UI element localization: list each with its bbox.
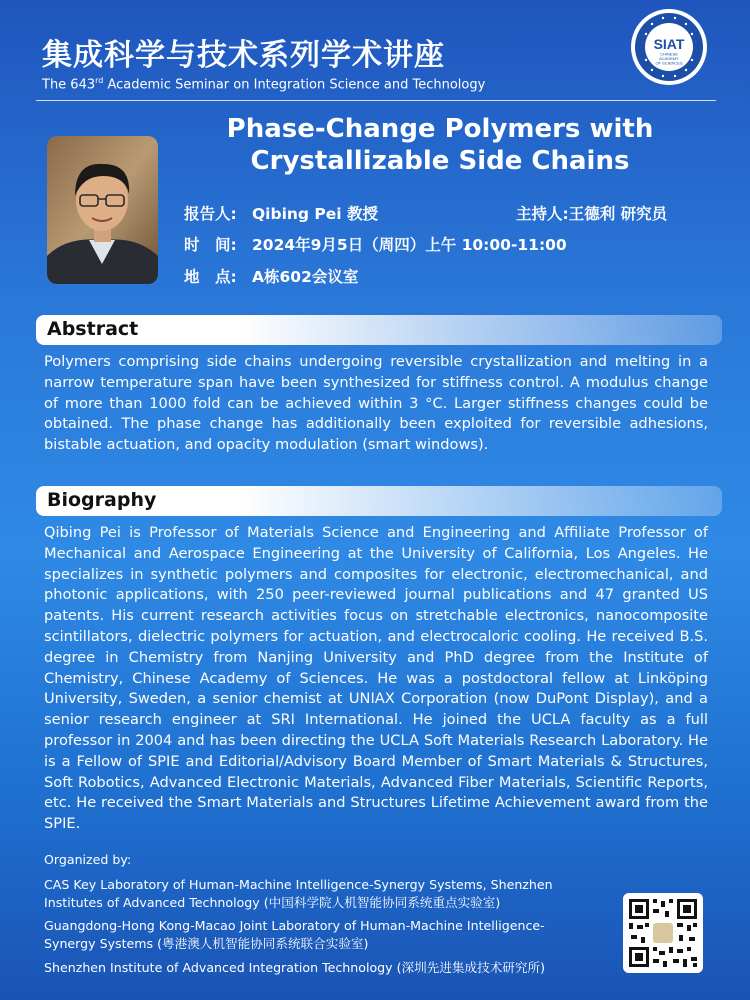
- organizer-1: [44, 876, 604, 912]
- logo-sub-2: ACADEMY: [659, 56, 679, 61]
- time-row: [184, 233, 567, 255]
- qr-code-icon[interactable]: [623, 893, 703, 973]
- abstract-heading: Abstract: [47, 318, 139, 340]
- abstract-text: Polymers comprising side chains undergoing reversible crystallization and melting in a narrow temperature span have been synthesized for stiffness control. A modulus change of more than 1000 fold can be achieved within 3 °C. Larger stiffness changes could be obtained. The phase change has additionally been exploited for reversible adhesions, bistable actuation, and opacity modulation (smart windows).: [44, 353, 708, 454]
- abstract-heading-bar: [36, 315, 722, 345]
- organizer-3: Shenzhen Institute of Advanced Integration Technology (深圳先进集成技术研究所): [44, 960, 545, 975]
- host-row: [516, 202, 667, 224]
- talk-title-line1: Phase-Change Polymers with: [226, 114, 654, 144]
- biography-heading: Biography: [47, 489, 157, 511]
- logo-text: SIAT: [653, 36, 685, 52]
- logo-sub-3: OF SCIENCES: [655, 60, 683, 66]
- place-value: A栋602会议室: [252, 268, 359, 286]
- place-label: 地 点:: [184, 268, 237, 286]
- header-divider: [36, 100, 716, 101]
- talk-title-line2: Crystallizable Side Chains: [250, 146, 630, 176]
- host-label: 主持人:: [516, 205, 569, 223]
- speaker-name: Qibing Pei 教授: [252, 205, 379, 223]
- time-value: 2024年9月5日（周四）上午 10:00-11:00: [252, 236, 567, 254]
- biography-text: Qibing Pei is Professor of Materials Science and Engineering and Affiliate Professor of Mechanical and Aerospace Engineering at the University of California, Los Angeles. He specializes in synthetic polymers and composites for electronic, electromechanical, and photonic applications, with 250 peer-reviewed journal publications and 47 granted US patents. His current research activities focus on stretchable electronics, nanocomposite scintillators, dielectric polymers for actuation, and electrocaloric cooling. He received B.S. degree in Chemistry from Nanjing University and PhD degree from the Institute of Chemistry, Chinese Academy of Sciences. He was a postdoctoral fellow at Linköping University, Sweden, a senior chemist at UNIAX Corporation (now DuPont Display), and a senior research engineer at SRI International. He joined the UCLA faculty as a full professor in 2004 and has been directing the UCLA Soft Materials Research Laboratory. He is a Fellow of SPIE and Editorial/Advisory Board Member of Smart Materials & Structures, Soft Robotics, Advanced Electronic Materials, Advanced Fiber Materials, Scientific Reports, etc. He received the Smart Materials and Structures Lifetime Achievement award from the SPIE.: [44, 524, 708, 833]
- series-ordinal: rd: [95, 76, 104, 85]
- place-row: [184, 265, 358, 287]
- speaker-photo: [47, 136, 158, 284]
- organizer-2: [44, 917, 604, 953]
- series-title-cn: 集成科学与技术系列学术讲座: [42, 38, 445, 73]
- speaker-label: 报告人:: [184, 205, 237, 223]
- series-title-en-text: Academic Seminar on Integration Science and Technology: [103, 77, 486, 93]
- organizer-2-line2: Synergy Systems (粤港澳人机智能协同系统联合实验室): [44, 936, 369, 951]
- time-label: 时 间:: [184, 236, 237, 254]
- organizer-1-line2: Institutes of Advanced Technology (中国科学院人机智能协同系统重点实验室): [44, 895, 501, 910]
- organizer-1-line1: CAS Key Laboratory of Human-Machine Intelligence-Synergy Systems, Shenzhen: [44, 877, 553, 892]
- talk-title: [190, 113, 690, 177]
- organizer-2-line1: Guangdong-Hong Kong-Macao Joint Laboratory of Human-Machine Intelligence-: [44, 918, 545, 933]
- series-number: The 643: [42, 77, 96, 93]
- logo-sub-1: CHINESE: [660, 51, 678, 57]
- speaker-row: [184, 202, 378, 224]
- host-name: 王德利 研究员: [568, 205, 668, 223]
- organizers-heading: Organized by:: [44, 852, 132, 867]
- series-title-en: [42, 76, 485, 92]
- siat-logo-icon: [630, 8, 708, 86]
- biography-heading-bar: [36, 486, 722, 516]
